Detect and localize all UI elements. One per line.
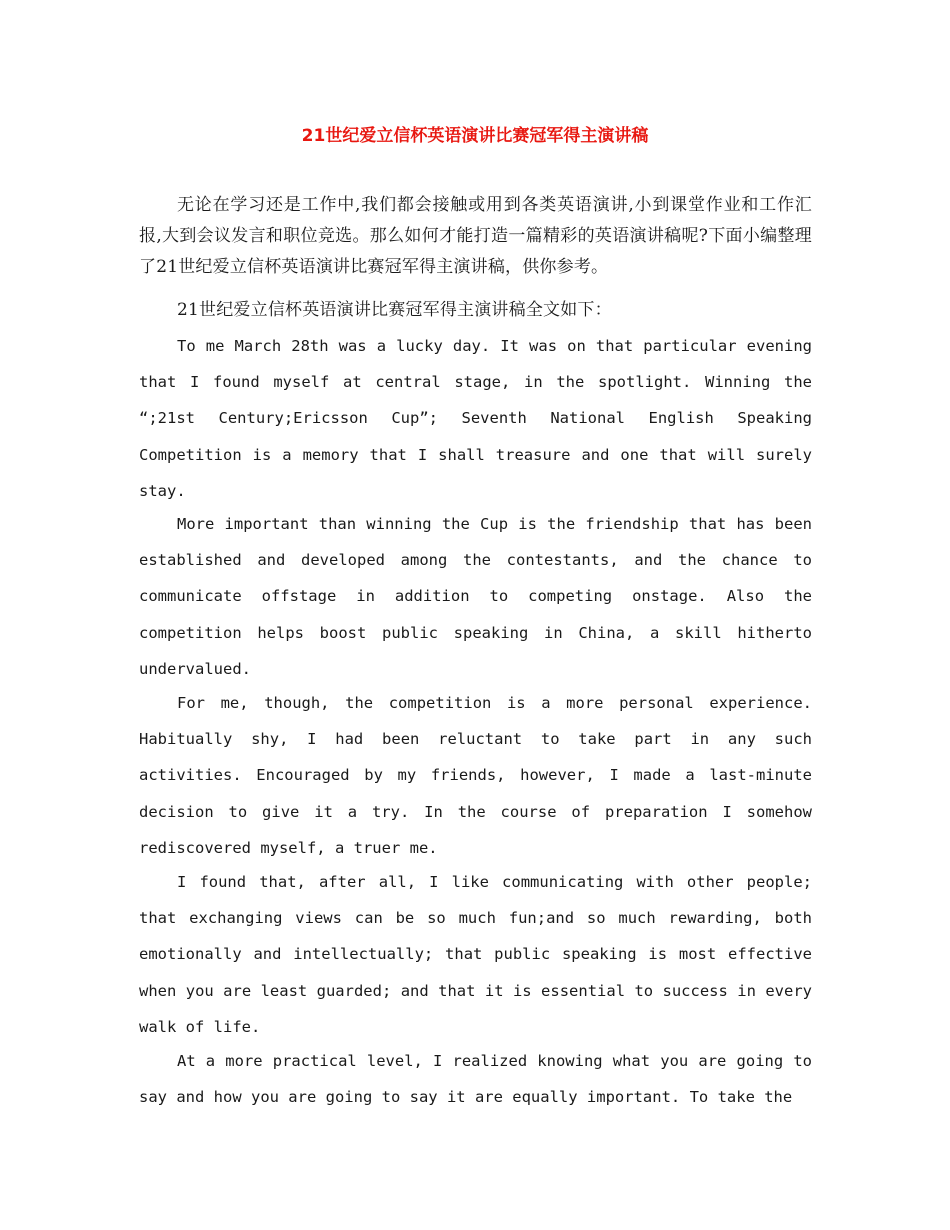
- body-paragraph-3: For me, though, the competition is a more personal experience. Habitually shy, I had been reluctant to take part in any such activities. Encouraged by my friends, however, I made a last-minute decision to give it a try. In the course of preparation I somehow rediscovered myself, a truer me.: [139, 694, 812, 857]
- document-title: 21世纪爱立信杯英语演讲比赛冠军得主演讲稿: [301, 126, 649, 146]
- body-paragraph-1: To me March 28th was a lucky day. It was on that particular evening that I found myself at central stage, in the spotlight. Winning the “;21st Century;Ericsson Cup”; Seventh National English Speaking Competition is a memory that I shall treasure and one that will surely stay.: [139, 337, 812, 500]
- body-paragraph-5: At a more practical level, I realized knowing what you are going to say and how you are going to say it are equally important. To take the: [139, 1052, 812, 1107]
- subheading: 21世纪爱立信杯英语演讲比赛冠军得主演讲稿全文如下：: [177, 300, 612, 320]
- body-paragraph-2: More important than winning the Cup is the friendship that has been established and developed among the contestants, and the chance to communicate offstage in addition to competing onstage. Also the competition helps boost public speaking in China, a skill hitherto undervalued.: [139, 515, 812, 678]
- body-paragraph-4: I found that, after all, I like communicating with other people; that exchanging views can be so much fun;and so much rewarding, both emotionally and intellectually; that public speaking is most effective when you are least guarded; and that it is essential to success in every walk of life.: [139, 873, 812, 1036]
- intro-paragraph: 无论在学习还是工作中,我们都会接触或用到各类英语演讲,小到课堂作业和工作汇报,大到会议发言和职位竞选。那么如何才能打造一篇精彩的英语演讲稿呢?下面小编整理了21世纪爱立信杯英语演讲比赛冠军得主演讲稿，供你参考。: [139, 195, 812, 277]
